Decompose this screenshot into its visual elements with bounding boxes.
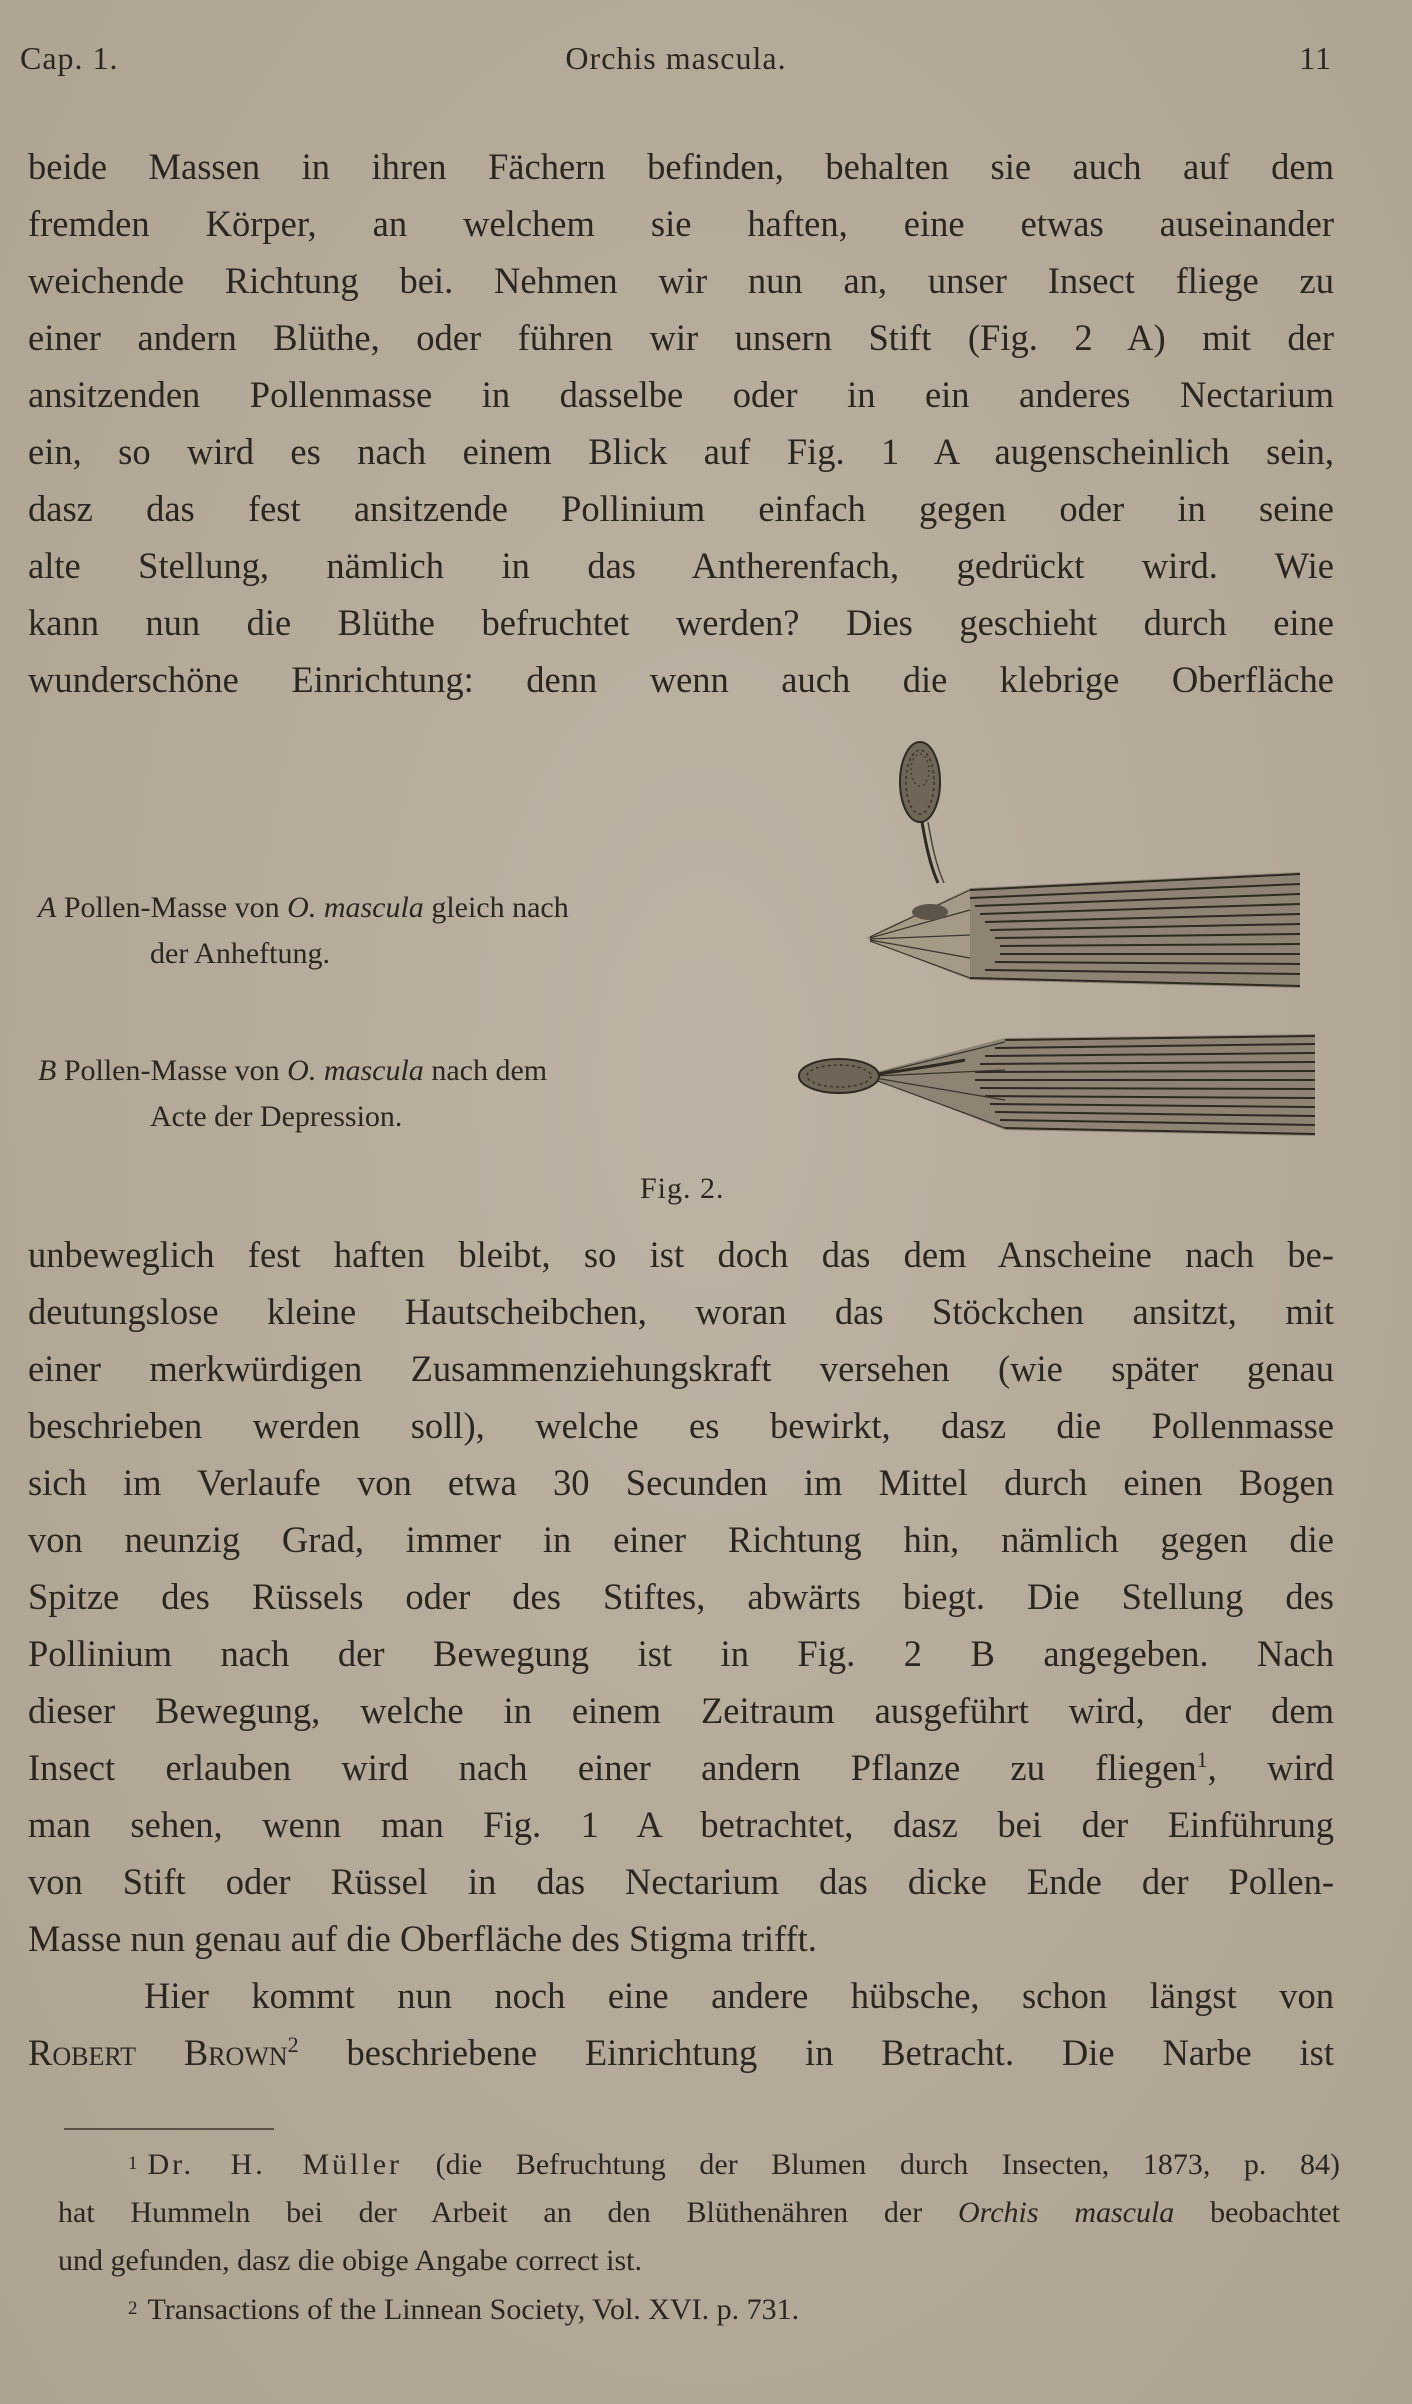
footnote-1-text: beobachtet xyxy=(1210,2196,1341,2229)
caption-b-letter: B xyxy=(38,1054,57,1087)
footnote-2-text: Transactions of the Linnean Society, Vol. XVI. p. 731. xyxy=(147,2293,800,2326)
paragraph-1 xyxy=(28,138,1334,708)
text-line: beide Massen in ihren Fächern befinden, behalten sie auch auf dem xyxy=(28,146,1334,187)
caption-b-cont: Acte der Depression. xyxy=(150,1100,403,1133)
pencil-a-icon xyxy=(866,872,1300,988)
text-line: ansitzenden Pollenmasse in dasselbe oder in ein anderes Nectarium xyxy=(28,374,1334,415)
text-line: dieser Bewegung, welche in einem Zeitraum ausgeführt wird, der dem xyxy=(28,1690,1334,1731)
footnote-1-line xyxy=(58,2140,1340,2189)
figure-label: Fig. 2. xyxy=(640,1172,725,1205)
text-line: beschrieben werden soll), welche es bewirkt, dasz die Pollenmasse xyxy=(28,1405,1334,1446)
text-line: deutungslose kleine Hautscheibchen, woran das Stöckchen ansitzt, mit xyxy=(28,1291,1334,1332)
running-header xyxy=(20,40,1332,90)
caption-b-text2: nach dem xyxy=(431,1054,548,1087)
caption-a-cont: der Anheftung. xyxy=(150,937,330,970)
footnote-2-number: 2 xyxy=(128,2298,138,2319)
text-segment: Insect erlauben wird nach einer andern Pflanze zu fliegen xyxy=(28,1747,1197,1788)
text-line: einer merkwürdigen Zusammenziehungskraft versehen (wie später genau xyxy=(28,1348,1334,1389)
text-line: unbeweglich fest haften bleibt, so ist doch das dem Anscheine nach be- xyxy=(28,1234,1334,1275)
pencil-b-icon xyxy=(865,1034,1315,1136)
footnote-1-line xyxy=(58,2189,1340,2237)
running-title: Orchis mascula. xyxy=(565,40,787,76)
figure-2 xyxy=(0,740,1412,1220)
figure-caption-a xyxy=(38,885,758,977)
caption-a-text2: gleich nach xyxy=(431,891,569,924)
text-line: man sehen, wenn man Fig. 1 A betrachtet, dasz bei der Einführung xyxy=(28,1804,1334,1845)
author-name: Robert Brown xyxy=(28,2032,288,2073)
text-line: von Stift oder Rüssel in das Nectarium das dicke Ende der Pollen- xyxy=(28,1861,1334,1902)
footnote-divider xyxy=(64,2128,274,2130)
text-line: wunderschöne Einrichtung: denn wenn auch die klebrige Oberfläche xyxy=(28,659,1334,700)
page-number: 11 xyxy=(1299,40,1332,76)
text-line: kann nun die Blüthe befruchtet werden? Dies geschieht durch eine xyxy=(28,602,1334,643)
text-line: Spitze des Rüssels oder des Stiftes, abwärts biegt. Die Stellung des xyxy=(28,1576,1334,1617)
text-line: Hier kommt nun noch eine andere hübsche, schon längst von xyxy=(144,1975,1334,2016)
pollen-mass-a-illustration xyxy=(860,740,1320,1000)
text-line xyxy=(28,1739,1334,1796)
caption-a-species: O. mascula xyxy=(287,891,424,924)
footnote-1-line: und gefunden, dasz die obige Angabe correct ist. xyxy=(58,2244,642,2277)
text-line: fremden Körper, an welchem sie haften, eine etwas auseinander xyxy=(28,203,1334,244)
text-line: alte Stellung, nämlich in das Antherenfach, gedrückt wird. Wie xyxy=(28,545,1334,586)
text-line: weichende Richtung bei. Nehmen wir nun an, unser Insect fliege zu xyxy=(28,260,1334,301)
footnote-2-line xyxy=(58,2285,1340,2334)
footnote-1-text: hat Hummeln bei der Arbeit an den Blüthenähren der xyxy=(58,2196,923,2229)
text-line: Masse nun genau auf die Oberfläche des Stigma trifft. xyxy=(28,1918,817,1959)
text-line: dasz das fest ansitzende Pollinium einfach gegen oder in seine xyxy=(28,488,1334,529)
text-line: sich im Verlaufe von etwa 30 Secunden im Mittel durch einen Bogen xyxy=(28,1462,1334,1503)
caption-b-text1: Pollen-Masse von xyxy=(63,1054,280,1087)
caption-a-text1: Pollen-Masse von xyxy=(63,891,280,924)
footnote-1-text: (die Befruchtung der Blumen durch Insecten, 1873, p. 84) xyxy=(435,2148,1340,2181)
text-line: einer andern Blüthe, oder führen wir unsern Stift (Fig. 2 A) mit der xyxy=(28,317,1334,358)
footnote-1-author: Dr. H. Müller xyxy=(147,2148,403,2181)
text-line xyxy=(28,2024,1334,2081)
footnote-1-number: 1 xyxy=(128,2153,138,2174)
footnote-1-species: Orchis mascula xyxy=(958,2196,1175,2229)
footnotes xyxy=(58,2140,1340,2334)
pollen-mass-b-illustration xyxy=(795,1030,1320,1140)
pollinium-a-icon xyxy=(900,742,944,883)
figure-caption-b xyxy=(38,1048,768,1140)
footnote-ref-2[interactable]: 2 xyxy=(287,2031,299,2057)
footnote-ref-1[interactable]: 1 xyxy=(1196,1746,1208,1772)
caption-a-letter: A xyxy=(38,891,57,924)
text-line: von neunzig Grad, immer in einer Richtung hin, nämlich gegen die xyxy=(28,1519,1334,1560)
chapter-label: Cap. 1. xyxy=(20,40,119,76)
text-segment: , wird xyxy=(1207,1747,1335,1788)
paragraph-2 xyxy=(28,1226,1334,2081)
text-segment: beschriebene Einrichtung in Betracht. Die Narbe ist xyxy=(346,2032,1334,2073)
caption-b-species: O. mascula xyxy=(287,1054,424,1087)
text-line: ein, so wird es nach einem Blick auf Fig. 1 A augenscheinlich sein, xyxy=(28,431,1334,472)
text-line: Pollinium nach der Bewegung ist in Fig. 2 B angegeben. Nach xyxy=(28,1633,1334,1674)
